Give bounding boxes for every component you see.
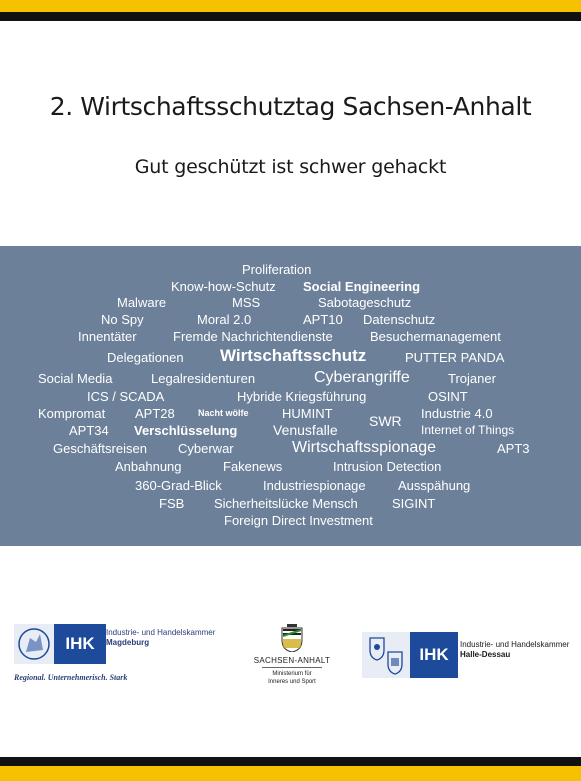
ihk-halle-dessau-badge: IHK — [410, 632, 458, 678]
cloud-word: Foreign Direct Investment — [224, 513, 373, 528]
cloud-word: Verschlüsselung — [134, 423, 238, 438]
bottom-stripe-black — [0, 757, 581, 766]
cloud-word: Industriespionage — [263, 478, 366, 493]
cloud-word: Trojaner — [448, 371, 496, 386]
cloud-word: Moral 2.0 — [197, 312, 252, 327]
cloud-word: Social Engineering — [303, 279, 421, 294]
cloud-word: Datenschutz — [363, 312, 436, 327]
cloud-word: Fremde Nachrichtendienste — [173, 329, 333, 344]
cloud-word: Malware — [117, 295, 167, 310]
cloud-word: Proliferation — [242, 262, 312, 277]
cloud-word: Industrie 4.0 — [421, 406, 493, 421]
document-subtitle: Gut geschützt ist schwer gehackt — [134, 156, 447, 178]
cloud-word: OSINT — [428, 389, 468, 404]
cloud-word: MSS — [232, 295, 261, 310]
cloud-word: FSB — [159, 496, 185, 511]
ihk-magdeburg-name: Industrie- und Handelskammer Magdeburg — [106, 628, 216, 647]
cloud-word: Ausspähung — [398, 478, 471, 493]
ihk-magdeburg-slogan: Regional. Unternehmerisch. Stark — [14, 673, 128, 682]
cloud-word: Cyberwar — [178, 441, 234, 456]
word-cloud — [0, 246, 581, 546]
cloud-word: Sicherheitslücke Mensch — [214, 496, 358, 511]
cloud-word: Delegationen — [107, 350, 184, 365]
cloud-word: SWR — [369, 413, 402, 429]
cloud-word: Legalresidenturen — [151, 371, 256, 386]
cloud-word: Innentäter — [78, 329, 137, 344]
top-stripe-yellow — [0, 0, 581, 12]
cloud-word: Wirtschaftsschutz — [220, 346, 367, 365]
ihk-magdeburg-badge: IHK — [54, 624, 106, 664]
document-title: 2. Wirtschaftsschutztag Sachsen-Anhalt — [49, 92, 532, 121]
cloud-word: 360-Grad-Blick — [135, 478, 222, 493]
sachsen-anhalt-coat-of-arms-icon — [281, 624, 303, 652]
sachsen-anhalt-logo — [242, 624, 342, 686]
ministry-name: Ministerium für Inneres und Sport — [268, 671, 316, 685]
cloud-word: Social Media — [38, 371, 113, 386]
ihk-halle-dessau-name: Industrie- und Handelskammer Halle-Dessau — [460, 640, 570, 659]
cloud-word: Sabotageschutz — [318, 295, 412, 310]
ihk-magdeburg-emblem-icon — [14, 624, 54, 664]
cloud-word: Nacht wölfe — [198, 408, 249, 418]
cloud-word: Besuchermanagement — [370, 329, 501, 344]
ihk-magdeburg-logo — [14, 624, 224, 684]
cloud-word: Geschäftsreisen — [53, 441, 147, 456]
cloud-word: Hybride Kriegsführung — [237, 389, 367, 404]
cloud-word: APT3 — [497, 441, 530, 456]
top-stripe-black — [0, 12, 581, 21]
bottom-stripe-yellow — [0, 766, 581, 781]
ihk-halle-dessau-logo — [362, 632, 574, 678]
cloud-word: ICS / SCADA — [87, 389, 165, 404]
sachsen-anhalt-divider — [262, 667, 322, 668]
sachsen-anhalt-name: SACHSEN-ANHALT — [253, 656, 331, 665]
cloud-word: APT10 — [303, 312, 343, 327]
cloud-word: Know-how-Schutz — [171, 279, 276, 294]
ihk-halle-dessau-emblem-icon — [362, 632, 410, 678]
cloud-word: APT34 — [69, 423, 109, 438]
cloud-word: Wirtschaftsspionage — [292, 439, 437, 456]
cloud-word: No Spy — [101, 312, 144, 327]
cloud-word: PUTTER PANDA — [405, 350, 505, 365]
cloud-word: APT28 — [135, 406, 175, 421]
cloud-word: Fakenews — [223, 459, 283, 474]
cloud-word: Intrusion Detection — [333, 459, 442, 474]
cloud-word: Venusfalle — [273, 422, 338, 438]
cloud-word: Kompromat — [38, 406, 106, 421]
cloud-word: SIGINT — [392, 496, 436, 511]
cloud-word: Cyberangriffe — [314, 369, 410, 386]
cloud-word: HUMINT — [282, 406, 333, 421]
cloud-word: Internet of Things — [421, 423, 515, 437]
cloud-word: Anbahnung — [115, 459, 182, 474]
